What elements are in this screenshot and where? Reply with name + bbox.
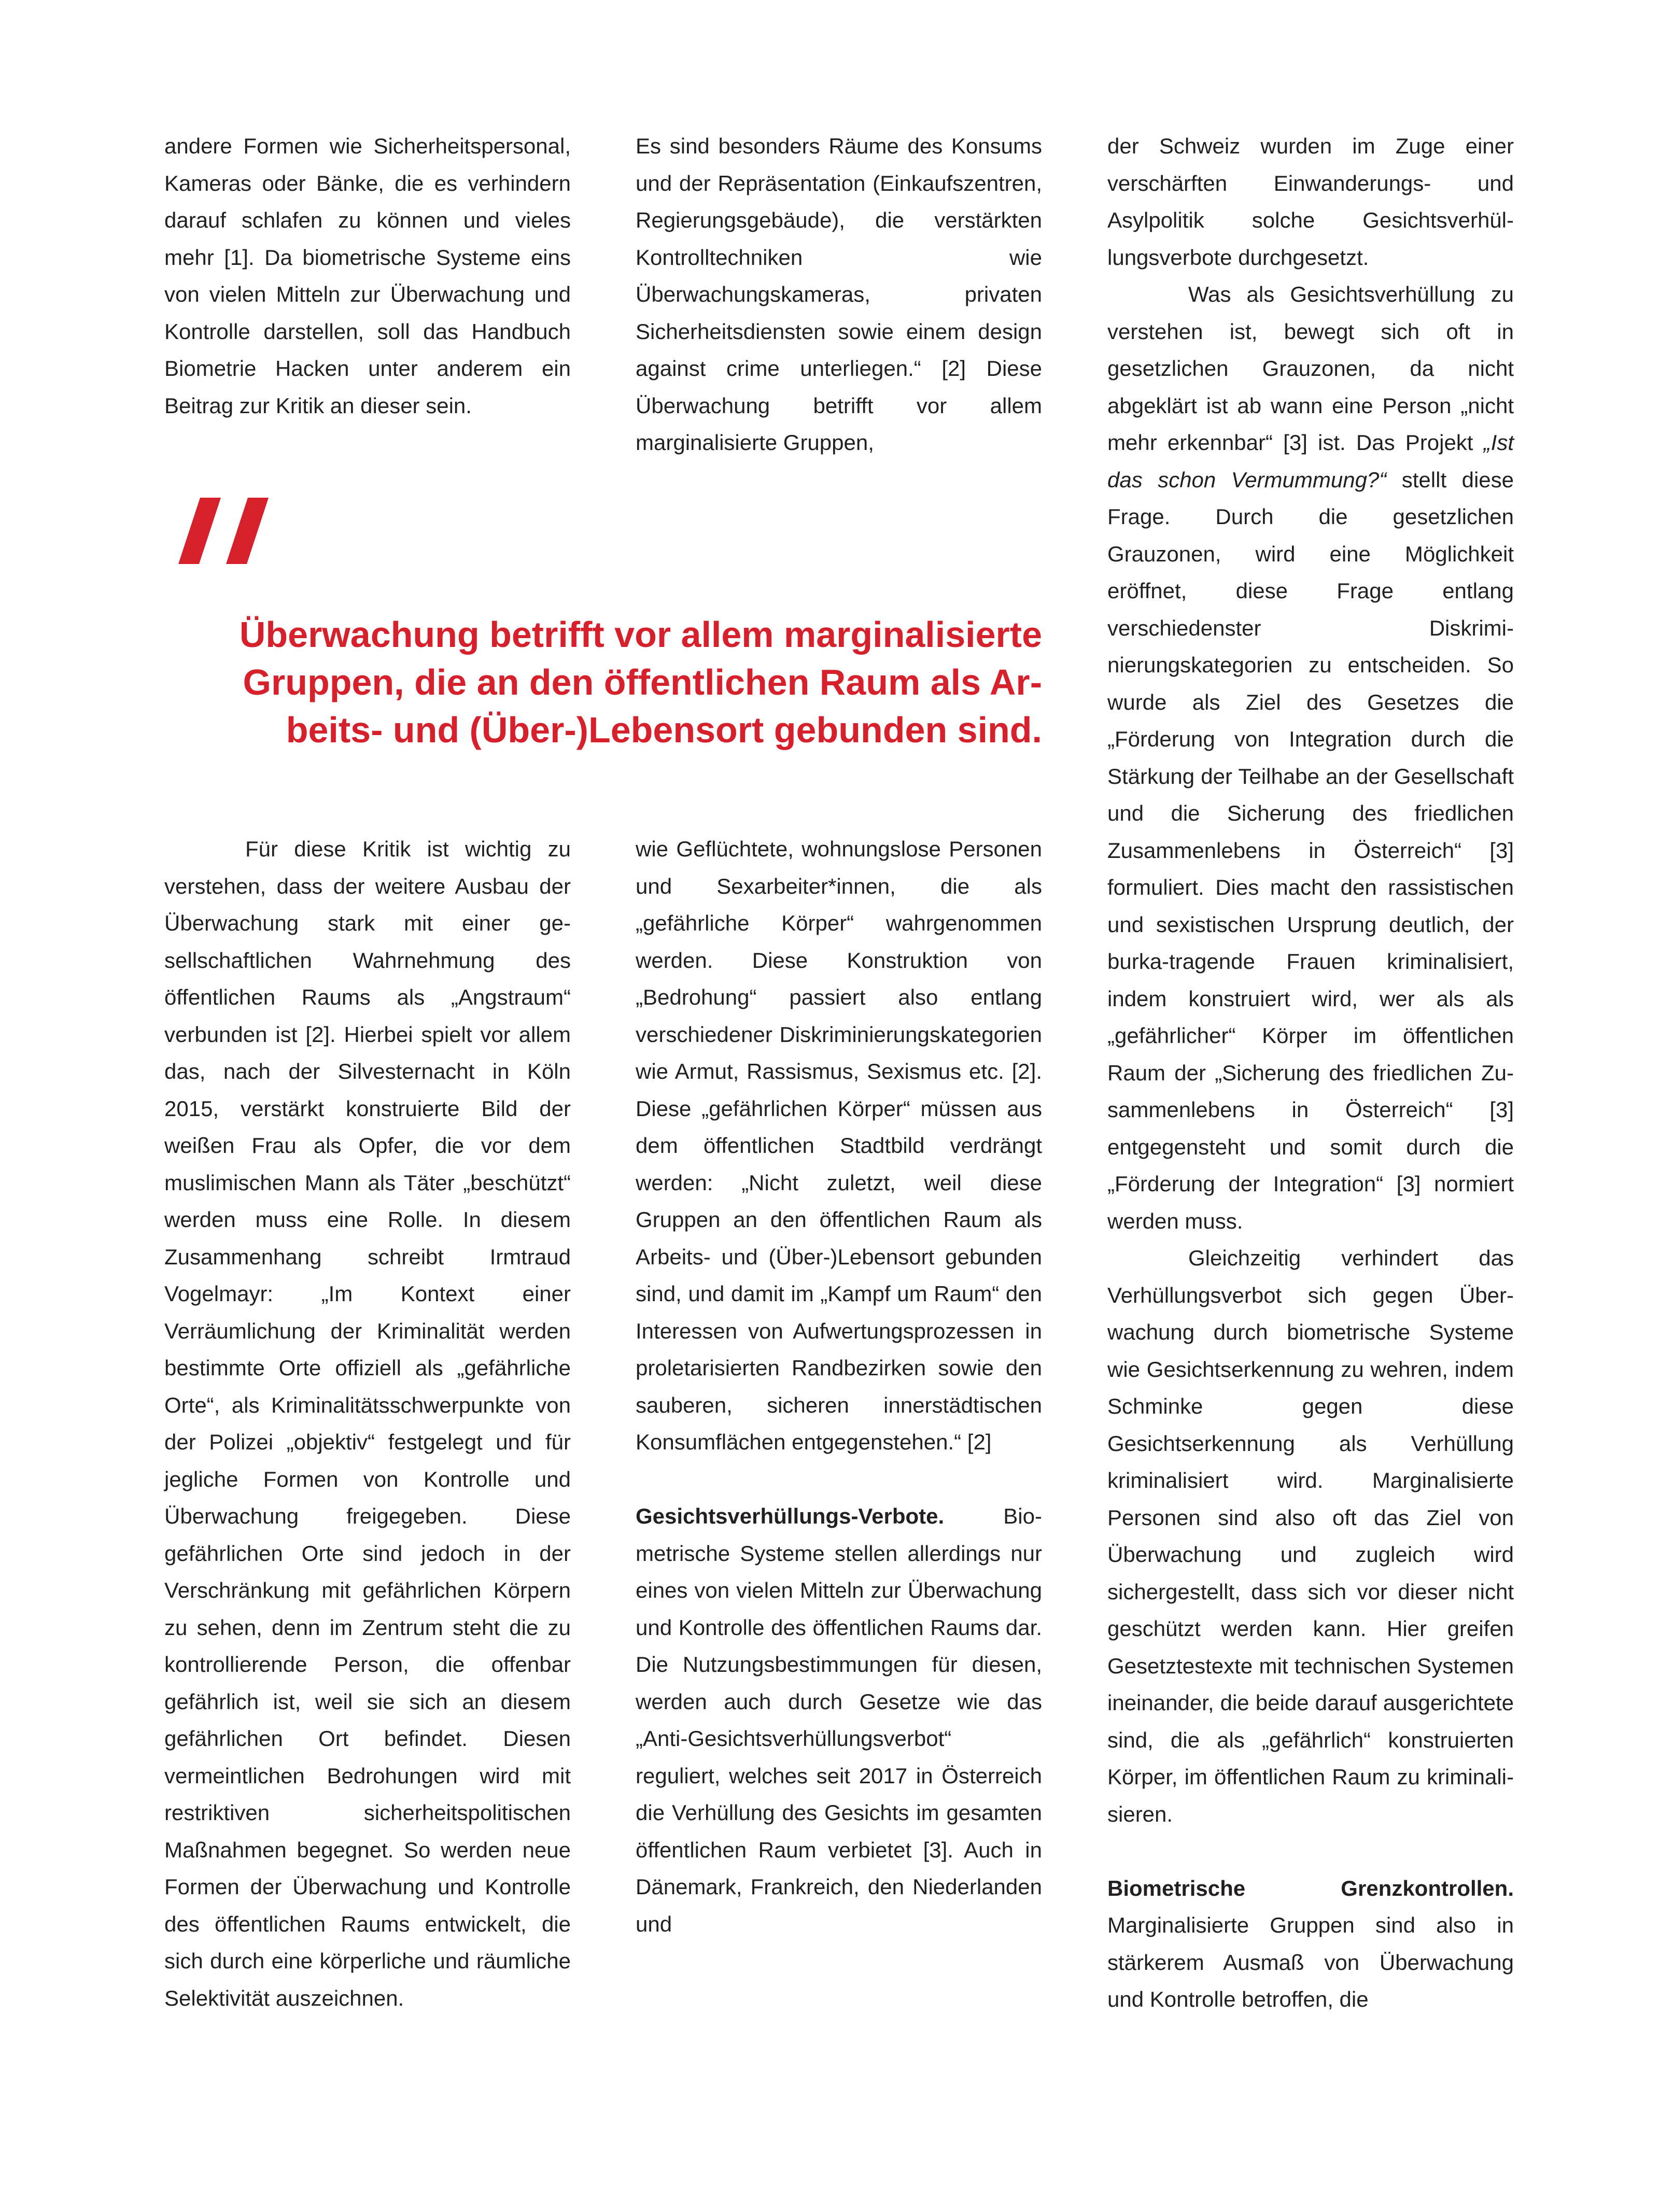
column-1-bottom (164, 830, 571, 2017)
paragraph: der Schweiz wurden im Zuge einer verschärften Einwanderungs- und Asylpolitik solche Gesichtsverhüllungsverbote durchgesetzt. (1107, 134, 1514, 270)
paragraph-text: Marginalisierte Gruppen sind also in stärkerem Ausmaß von Überwachung und Kontrolle betroffen, die (1107, 1913, 1514, 2011)
column-3 (1107, 128, 1514, 2018)
paragraph (1107, 276, 1514, 1239)
section-paragraph (1107, 1870, 1514, 2018)
paragraph: Es sind besonders Räume des Konsums und der Repräsentation (Einkaufszentren, Regierungsgebäude), die verstärkten Kontrolltechniken wie Überwachungskameras, privaten Sicherheitsdiensten sowie einem design against crime unterliegen.“ [2] Diese Überwachung betrifft vor allem marginalisierte Gruppen, (636, 134, 1042, 455)
paragraph: andere Formen wie Sicherheitspersonal, Kameras oder Bänke, die es verhindern darauf schlafen zu können und vieles mehr [1]. Da biometrische Systeme eins von vielen Mitteln zur Überwachung und Kontrolle darstellen, soll das Handbuch Biometrie Hacken unter anderem ein Beitrag zur Kritik an dieser sein. (164, 134, 571, 418)
project-title: „Ist das schon Vermummung?“ (1107, 430, 1514, 492)
opening-quote-icon (171, 487, 290, 591)
paragraph: Für diese Kritik ist wichtig zu verstehen, dass der weitere Ausbau der Überwachung stark mit einer gesellschaftlichen Wahrnehmung des öffentlichen Raums als „Angstraum“ verbunden ist [2]. Hierbei spielt vor allem das, nach der Silvesternacht in Köln 2015, verstärkt konstruierte Bild der weißen Frau als Opfer, die vor dem muslimischen Mann als Täter „beschützt“ werden muss eine Rolle. In diesem Zusammenhang schreibt Irmtraud Vogelmayr: „Im Kontext einer Verräumlichung der Kriminalität werden bestimmte Orte offiziell als „gefährliche Orte“, als Kriminalitätsschwerpunkte von der Polizei „objektiv“ festgelegt und für jegliche Formen von Kontrolle und Überwachung freigegeben. Diese gefährlichen Orte sind jedoch in der Verschränkung mit gefährlichen Körpern zu sehen, denn im Zentrum steht die zu kontrollierende Person, die offenbar gefährlich ist, weil sie sich an diesem gefährlichen Ort befindet. Diesen vermeintlichen Bedrohungen wird mit restriktiven sicherheitspolitischen Maßnahmen begegnet. So werden neue Formen der Überwachung und Kontrolle des öffentlichen Raums entwickelt, die sich durch eine körperliche und räumliche Selektivität auszeichnen. (164, 837, 571, 2010)
paragraph-text: Was als Gesichtsverhüllung zu verstehen ist, bewegt sich oft in gesetzlichen Grauzonen, da nicht abgeklärt ist ab wann eine Person „nicht mehr erkennbar“ [3] ist. Das Projekt (1107, 282, 1514, 455)
column-2-top (636, 128, 1042, 461)
paragraph: Gleichzeitig verhindert das Verhüllungsverbot sich gegen Überwachung durch biometrische Systeme wie Gesichtserkennung zu wehren, indem Schminke gegen diese Gesichtserkennung als Verhüllung kriminalisiert wird. Marginalisierte Personen sind also oft das Ziel von Überwachung und zugleich wird sichergestellt, dass sich vor dieser nicht geschützt werden kann. Hier greifen Gesetztestexte mit technischen Systemen ineinander, die beide darauf ausgerichtete sind, die als „gefährlich“ konstruierten Körper, im öffentlichen Raum zu kriminalisieren. (1107, 1246, 1514, 1826)
section-heading: Biometrische Grenzkontrollen. (1107, 1876, 1514, 1900)
column-2-bottom (636, 830, 1042, 1942)
paragraph: wie Geflüchtete, wohnungslose Personen und Sexarbeiter*innen, die als „gefährliche Körper“ wahrgenommen werden. Diese Konstruktion von „Bedrohung“ passiert also entlang verschiedener Diskriminierungskategorien wie Armut, Rassismus, Sexismus etc. [2]. Diese „gefährlichen Körper“ müssen aus dem öffentlichen Stadtbild verdrängt werden: „Nicht zuletzt, weil diese Gruppen an den öffentlichen Raum als Arbeits- und (Über-)Lebensort gebunden sind, und damit im „Kampf um Raum“ den Interessen von Aufwertungsprozessen in proletarisierten Randbezirken sowie den sauberen, sicheren innerstädtischen Konsumflächen entgegenstehen.“ [2] (636, 837, 1042, 1454)
pull-quote: Überwachung betrifft vor allem marginalisierte Gruppen, die an den öffentlichen Raum als Arbeits- und (Über-)Lebensort gebunden sind. (239, 614, 1042, 750)
section-paragraph (636, 1498, 1042, 1942)
paragraph-text: stellt diese Frage. Durch die gesetzlichen Grauzonen, wird eine Möglichkeit eröffnet, diese Frage entlang verschiedenster Diskriminierungskategorien zu entscheiden. So wurde als Ziel des Gesetzes die „Förderung von Integration durch die Stärkung der Teilhabe an der Gesellschaft und die Sicherung des friedlichen Zusammenlebens in Österreich“ [3] formuliert. Dies macht den rassistischen und sexistischen Ursprung deutlich, der burka-tragende Frauen kriminalisiert, indem konstruiert wird, wer als als „gefährlicher“ Körper im öffentlichen Raum der „Sicherung des friedlichen Zusammenlebens in Österreich“ [3] entgegensteht und somit durch die „Förderung der Integration“ [3] normiert werden muss. (1107, 467, 1514, 1233)
column-1-top (164, 128, 571, 424)
paragraph-text: Biometrische Systeme stellen allerdings nur eines von vielen Mitteln zur Überwachung und Kontrolle des öffentlichen Raums dar. Die Nutzungsbestimmungen für diesen, werden auch durch Gesetze wie das „Anti-Gesichtsverhüllungsverbot“ reguliert, welches seit 2017 in Österreich die Verhüllung des Gesichts im gesamten öffentlichen Raum verbietet [3]. Auch in Dänemark, Frankreich, den Niederlanden und (636, 1504, 1042, 1936)
section-heading: Gesichtsverhüllungs-Verbote. (636, 1504, 945, 1528)
